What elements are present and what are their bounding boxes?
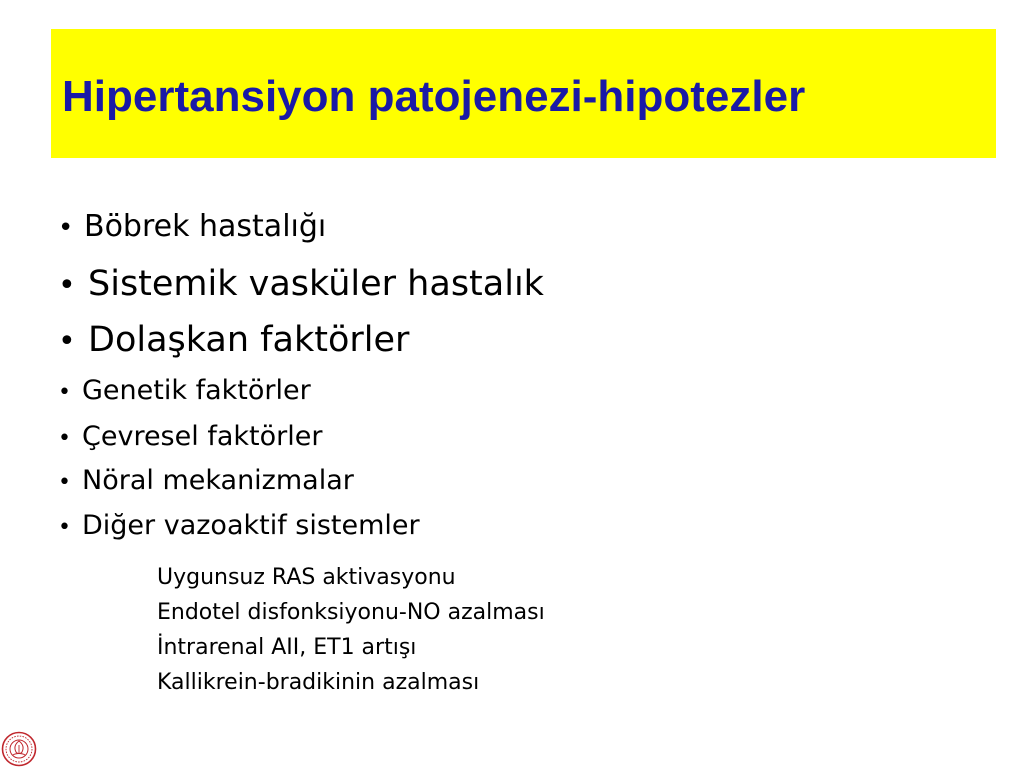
bullet-item bbox=[58, 318, 409, 364]
bullet-text: Nöral mekanizmalar bbox=[82, 465, 354, 496]
bullet-item bbox=[58, 262, 544, 308]
sub-item: Uygunsuz RAS aktivasyonu bbox=[157, 565, 456, 590]
bullet-item bbox=[58, 508, 420, 546]
bullet-text: Sistemik vasküler hastalık bbox=[88, 264, 544, 304]
bullet-dot-icon: • bbox=[58, 426, 71, 451]
bullet-item bbox=[58, 373, 311, 411]
bullet-dot-icon: • bbox=[58, 470, 71, 495]
sub-item: İntrarenal AII, ET1 artışı bbox=[157, 635, 417, 660]
slide-title: Hipertansiyon patojenezi-hipotezler bbox=[62, 72, 806, 121]
bullet-item bbox=[58, 419, 322, 457]
university-seal-icon bbox=[1, 731, 37, 767]
bullet-dot-icon: • bbox=[58, 380, 71, 405]
bullet-item bbox=[58, 463, 354, 501]
sub-item: Kallikrein-bradikinin azalması bbox=[157, 670, 480, 695]
bullet-text: Genetik faktörler bbox=[82, 375, 311, 406]
sub-item-list bbox=[157, 560, 545, 700]
bullet-text: Böbrek hastalığı bbox=[84, 209, 327, 244]
bullet-item bbox=[58, 208, 326, 247]
bullet-text: Dolaşkan faktörler bbox=[88, 320, 410, 360]
bullet-text: Diğer vazoaktif sistemler bbox=[82, 510, 420, 541]
bullet-dot-icon: • bbox=[58, 213, 74, 243]
bullet-dot-icon: • bbox=[58, 515, 71, 540]
bullet-text: Çevresel faktörler bbox=[82, 421, 323, 452]
bullet-dot-icon: • bbox=[58, 324, 76, 359]
bullet-dot-icon: • bbox=[58, 268, 76, 303]
sub-item: Endotel disfonksiyonu-NO azalması bbox=[157, 600, 545, 625]
